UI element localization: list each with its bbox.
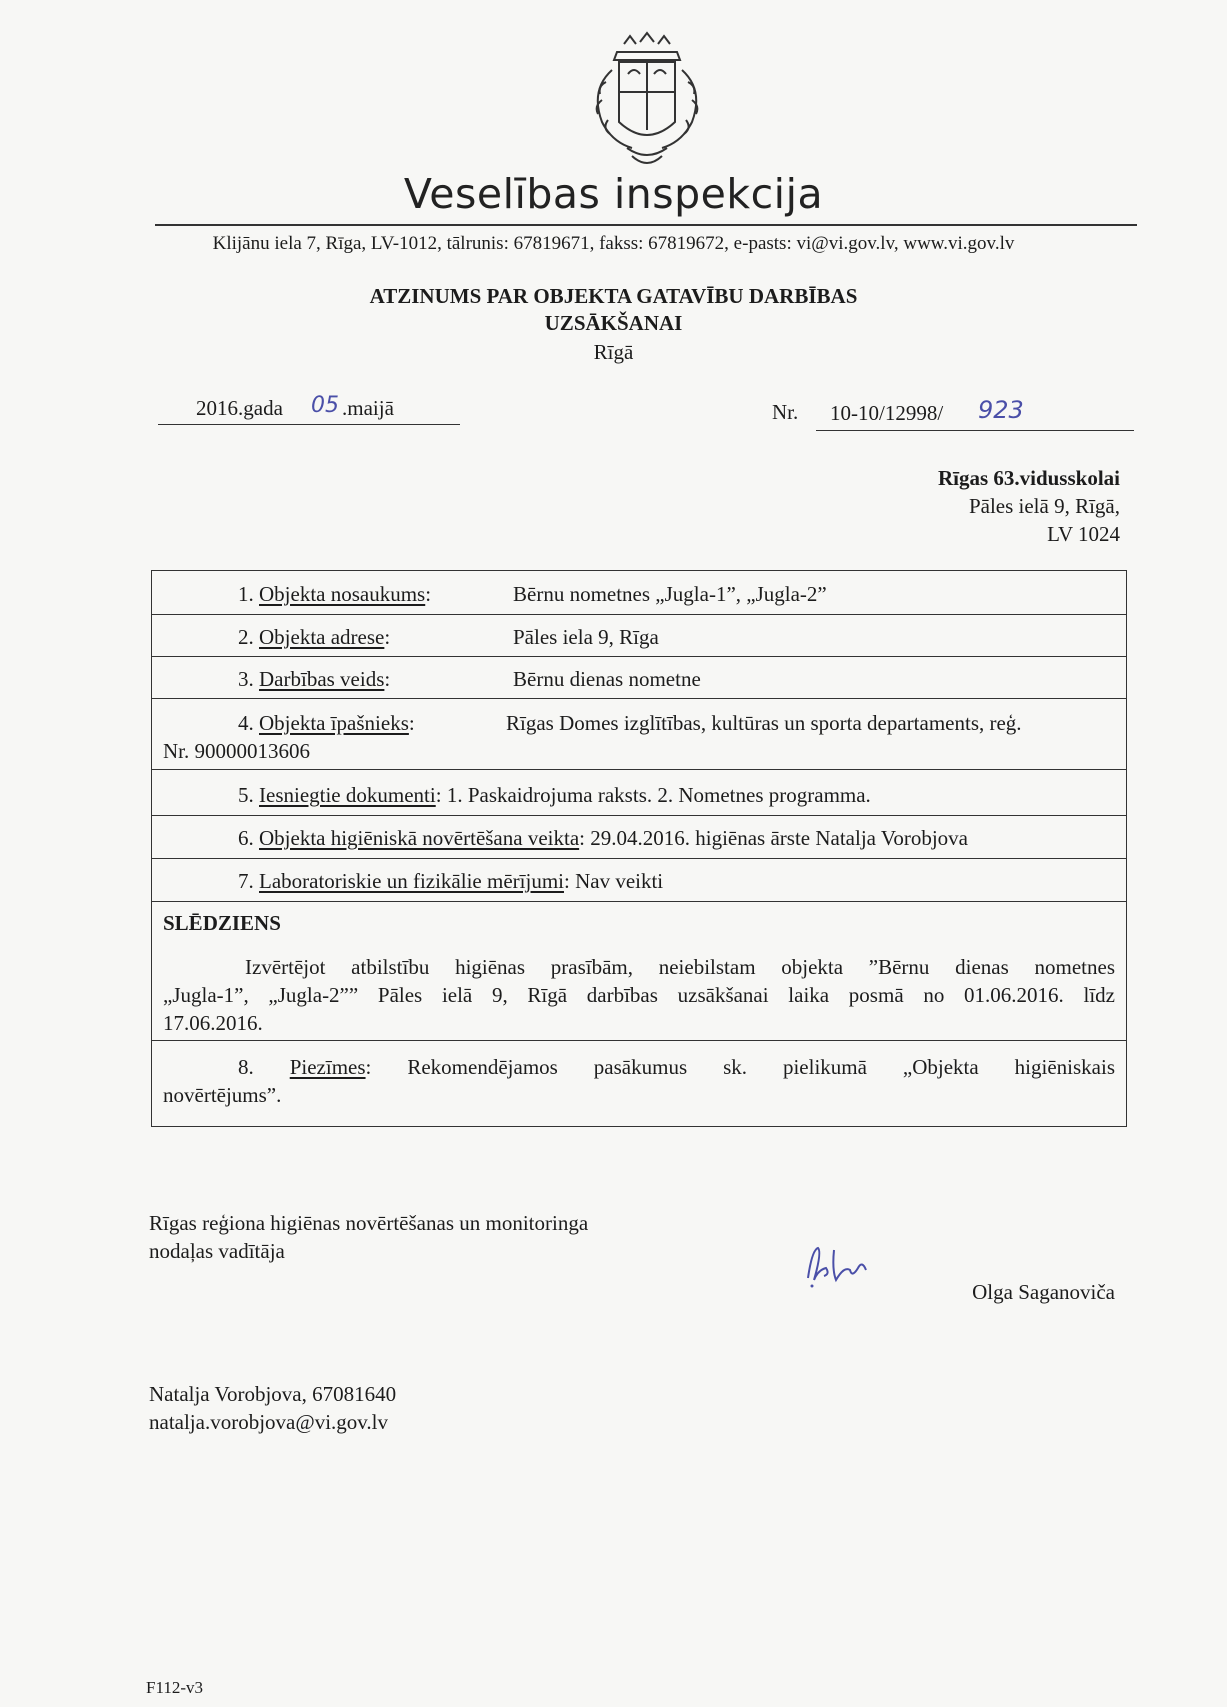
organization-name: Veselības inspekcija — [403, 170, 824, 218]
object-details-table — [151, 570, 1127, 1127]
document-date — [158, 393, 460, 425]
table-row-2: 2. Objekta adrese: — [238, 625, 391, 649]
row-3-number: 3. — [238, 667, 254, 691]
organization-contact-line: Klijānu iela 7, Rīga, LV-1012, tālrunis: 67819671, fakss: 67819672, e-pasts: vi@vi.gov.lv, www.vi.gov.lv — [212, 233, 1015, 254]
row-2-number: 2. — [238, 625, 254, 649]
table-row-7: 7. Laboratoriskie un fizikālie mērījumi: Nav veikti — [238, 869, 664, 893]
signer-position — [149, 1209, 588, 1265]
date-suffix: .maijā — [342, 396, 394, 420]
row-1-label: Objekta nosaukums — [259, 582, 426, 606]
header-rule — [155, 224, 1137, 226]
row-5-value: 1. Paskaidrojuma raksts. 2. Nometnes programma. — [446, 783, 871, 807]
row-1-value: Bērnu nometnes „Jugla-1”, „Jugla-2” — [513, 582, 827, 606]
contact-person-email: natalja.vorobjova@vi.gov.lv — [149, 1410, 389, 1434]
row-6-number: 6. — [238, 826, 254, 850]
row-8-value-line-1: Rekomendējamos pasākumus sk. pielikumā „Objekta higiēniskais — [407, 1055, 1116, 1079]
row-4-number: 4. — [238, 711, 254, 735]
table-row-4: 4. Objekta īpašnieks: — [238, 711, 415, 735]
row-7-number: 7. — [238, 869, 254, 893]
document-number — [816, 398, 1134, 431]
date-prefix: 2016.gada — [196, 396, 283, 420]
recipient-address-line-1: Pāles ielā 9, Rīgā, — [968, 494, 1120, 518]
signer-position-line-1: Rīgas reģiona higiēnas novērtēšanas un monitoringa — [149, 1211, 589, 1235]
row-2-value: Pāles iela 9, Rīga — [513, 625, 659, 649]
document-title-line-1: ATZINUMS PAR OBJEKTA GATAVĪBU DARBĪBAS — [369, 284, 858, 308]
row-1-number: 1. — [238, 582, 254, 606]
conclusion-line-2: „Jugla-1”, „Jugla-2”” Pāles ielā 9, Rīgā darbības uzsākšanai laika posmā no 01.06.2016. līdz — [163, 983, 1115, 1007]
conclusion-text — [163, 953, 1115, 1037]
handwritten-signature-icon — [800, 1240, 900, 1290]
row-3-value: Bērnu dienas nometne — [513, 667, 701, 691]
document-title-line-2: UZSĀKŠANAI — [544, 311, 683, 335]
conclusion-line-1: Izvērtējot atbilstību higiēnas prasībām, neiebilstam objekta ”Bērnu dienas nometnes — [245, 955, 1115, 979]
row-8-value-line-2: novērtējums”. — [163, 1083, 282, 1107]
row-4-value-line-1: Rīgas Domes izglītības, kultūras un sporta departaments, reģ. — [506, 711, 1022, 735]
document-title — [0, 283, 1227, 337]
recipient-name: Rīgas 63.vidusskolai — [937, 466, 1120, 490]
row-4-label: Objekta īpašnieks — [259, 711, 409, 735]
row-6-label: Objekta higiēniskā novērtēšana veikta — [259, 826, 580, 850]
row-8-number: 8. — [238, 1055, 254, 1079]
conclusion-heading: SLĒDZIENS — [163, 911, 281, 935]
row-7-label: Laboratoriskie un fizikālie mērījumi — [259, 869, 564, 893]
recipient-address-line-2: LV 1024 — [1047, 522, 1120, 546]
row-3-label: Darbības veids — [259, 667, 385, 691]
document-number-handwritten: 923 — [978, 396, 1024, 424]
document-number-value: 10-10/12998/ — [830, 401, 944, 425]
form-code: F112-v3 — [146, 1678, 203, 1697]
row-5-label: Iesniegtie dokumenti — [259, 783, 436, 807]
table-row-6: 6. Objekta higiēniskā novērtēšana veikta: 29.04.2016. higiēnas ārste Natalja Vorobjova — [238, 826, 968, 850]
document-city: Rīgā — [593, 340, 634, 364]
table-row-5: 5. Iesniegtie dokumenti: 1. Paskaidrojuma raksts. 2. Nometnes programma. — [238, 783, 871, 807]
contact-person — [149, 1380, 396, 1436]
row-2-label: Objekta adrese — [259, 625, 385, 649]
row-5-number: 5. — [238, 783, 254, 807]
conclusion-line-3: 17.06.2016. — [163, 1011, 263, 1035]
table-row-3: 3. Darbības veids: — [238, 667, 391, 691]
row-6-value: 29.04.2016. higiēnas ārste Natalja Vorobjova — [590, 826, 968, 850]
row-8-label: Piezīmes — [289, 1055, 366, 1079]
row-4-value-line-2: Nr. 90000013606 — [163, 739, 310, 763]
signer-position-line-2: nodaļas vadītāja — [149, 1239, 285, 1263]
document-number-label: Nr. — [772, 400, 799, 424]
row-7-value: Nav veikti — [575, 869, 664, 893]
table-row-8: 8. Piezīmes: Rekomendējamos pasākumus sk. pielikumā „Objekta higiēniskais novērtējums”. — [163, 1055, 1116, 1107]
contact-person-name-phone: Natalja Vorobjova, 67081640 — [149, 1382, 397, 1406]
date-day-handwritten: 05 — [311, 393, 339, 418]
signer-name: Olga Saganoviča — [972, 1280, 1115, 1304]
recipient-block — [938, 464, 1120, 548]
latvia-coat-of-arms-icon — [572, 30, 722, 190]
table-row-1: 1. Objekta nosaukums: — [238, 582, 432, 606]
